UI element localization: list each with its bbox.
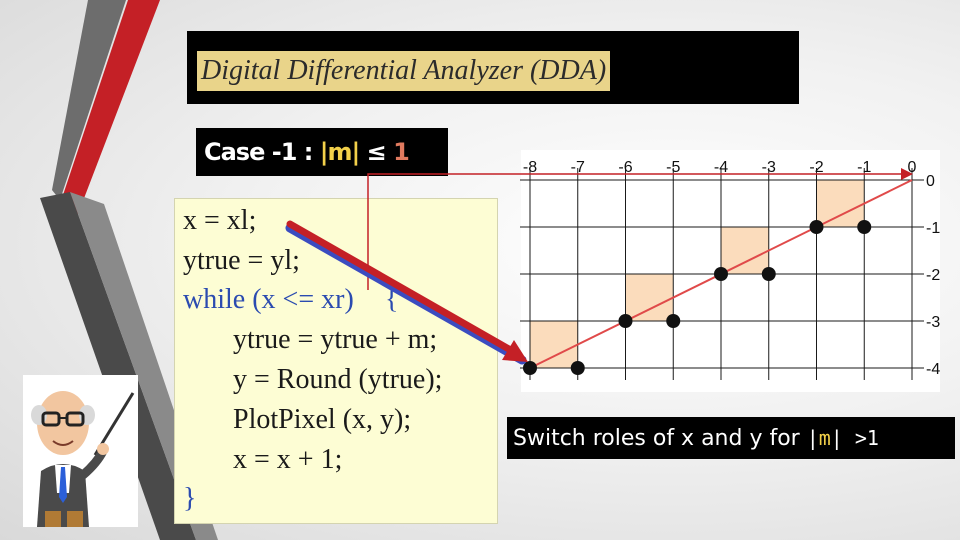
- y-tick-label: -3: [926, 314, 940, 331]
- code-line: y = Round (ytrue);: [233, 364, 443, 395]
- case-relation: ≤: [359, 138, 394, 166]
- case-abs-close: |: [351, 138, 360, 166]
- code-line-while: while (x <= xr): [183, 284, 354, 315]
- x-tick-label: 0: [907, 159, 917, 176]
- x-tick-label: -3: [761, 159, 776, 176]
- switch-text: Switch roles of x and y for: [513, 426, 807, 451]
- y-tick-label: -4: [926, 361, 940, 378]
- x-tick-label: -1: [857, 159, 872, 176]
- switch-abs-close: |: [830, 426, 843, 450]
- y-tick-label: 0: [926, 173, 935, 190]
- code-line-brace-open: {: [385, 284, 399, 315]
- y-tick-label: -2: [926, 267, 940, 284]
- code-line: ytrue = ytrue + m;: [233, 324, 438, 355]
- x-tick-label: -2: [809, 159, 824, 176]
- slide-title: Digital Differential Analyzer (DDA): [197, 51, 610, 91]
- x-tick-label: -5: [666, 159, 681, 176]
- switch-variable: m: [818, 426, 831, 450]
- big-arrow-shaft: [290, 224, 514, 352]
- case-value: 1: [393, 138, 409, 166]
- code-line: x = xl;: [183, 205, 257, 236]
- x-tick-label: -6: [618, 159, 633, 176]
- x-tick-label: -7: [570, 159, 585, 176]
- code-line: PlotPixel (x, y);: [233, 404, 412, 435]
- case-prefix: Case -1 :: [204, 138, 320, 166]
- y-tick-label: -1: [926, 220, 940, 237]
- case-abs-open: |: [319, 138, 328, 166]
- code-line: x = x + 1;: [233, 444, 343, 475]
- switch-tail: >1: [842, 426, 879, 450]
- teacher-illustration: [23, 375, 138, 527]
- code-line: ytrue = yl;: [183, 245, 300, 276]
- switch-abs-open: |: [806, 426, 819, 450]
- teacher-hand: [97, 443, 109, 455]
- case-connector-arrow: [368, 174, 910, 290]
- code-line-brace-close: }: [183, 483, 197, 514]
- x-tick-label: -4: [713, 159, 729, 176]
- switch-note: [507, 417, 955, 459]
- x-tick-label: -8: [522, 159, 538, 176]
- case-variable: m: [327, 138, 352, 166]
